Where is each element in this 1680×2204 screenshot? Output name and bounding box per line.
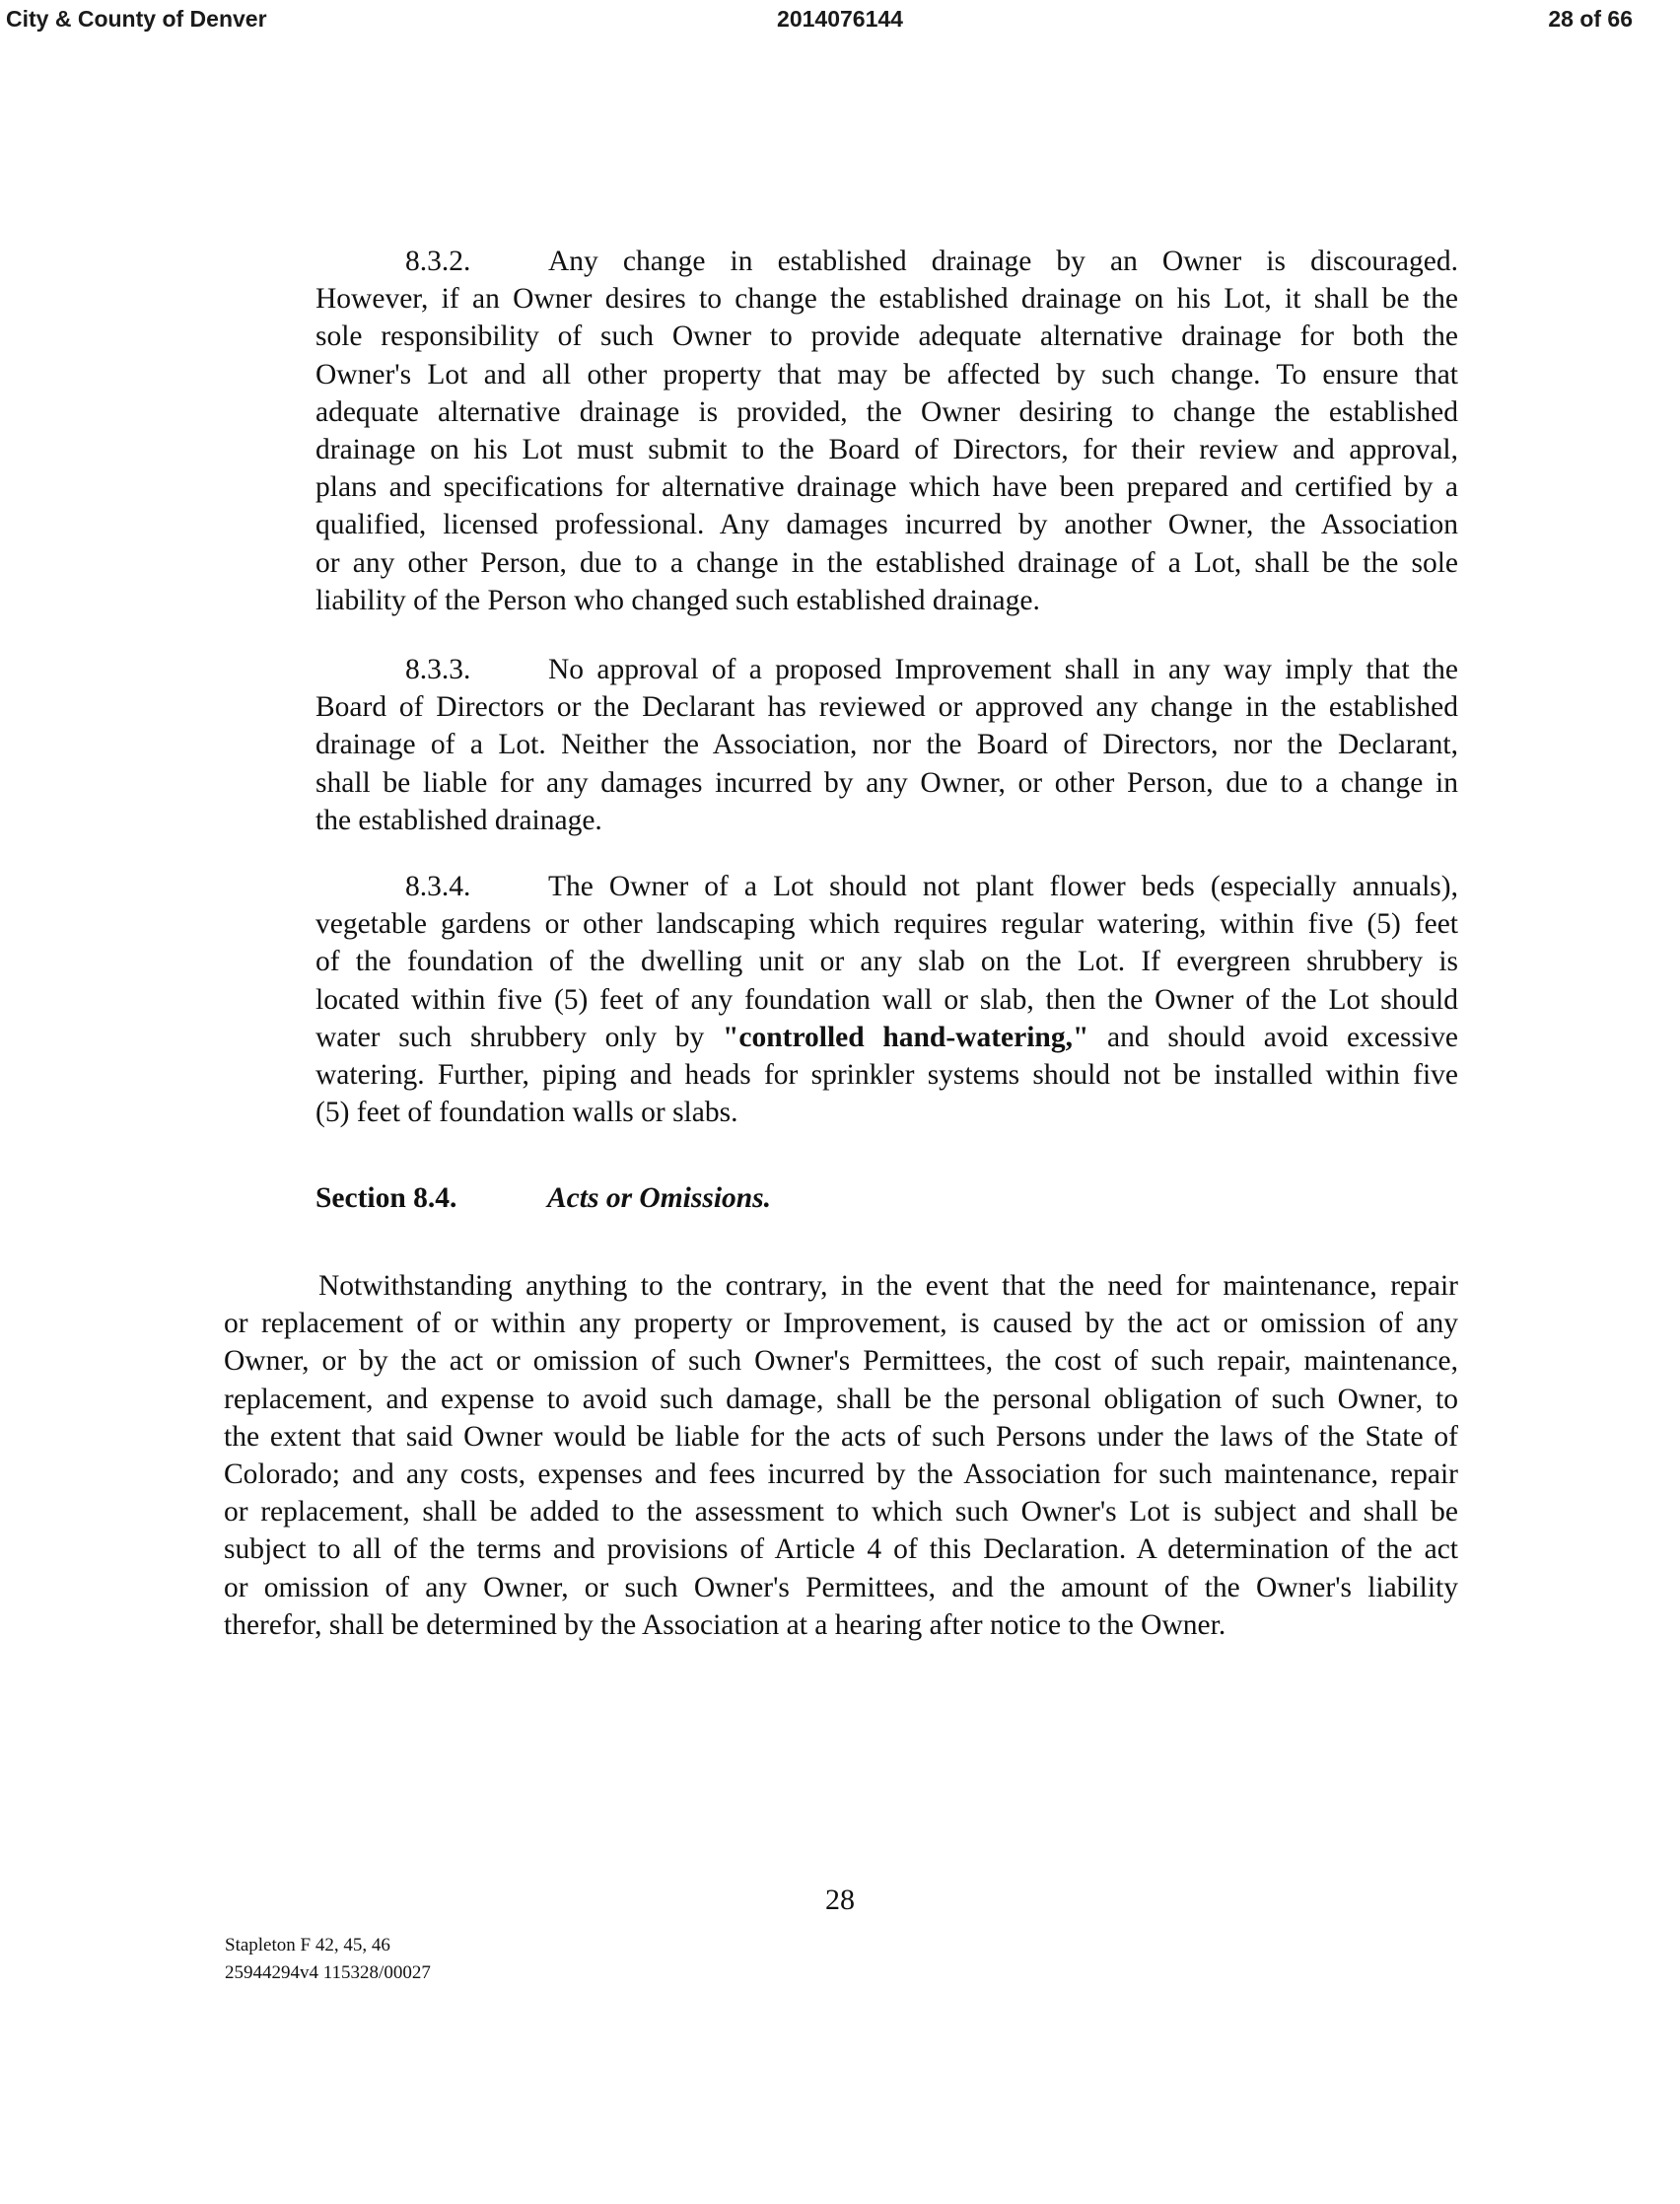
paragraph-line: water such shrubbery only by "controlled hand-watering," and should avoid excessive [315,1021,1458,1053]
paragraph-8-3-2 [315,243,1458,619]
footer-project: Stapleton F 42, 45, 46 [225,1935,390,1955]
paragraph-line: watering. Further, piping and heads for sprinkler systems should not be installed within five [315,1059,1458,1092]
paragraph-line: Colorado; and any costs, expenses and fees incurred by the Association for such maintenance, repair [224,1458,1458,1491]
paragraph-number: 8.3.3. [405,654,471,685]
paragraph-line: replacement, and expense to avoid such damage, shall be the personal obligation of such Owner, to [224,1383,1458,1415]
paragraph-line: shall be liable for any damages incurred by any Owner, or other Person, due to a change in [315,766,1458,799]
paragraph-line: Board of Directors or the Declarant has reviewed or approved any change in the established [315,691,1458,724]
paragraph-line: the extent that said Owner would be liable for the acts of such Persons under the laws of the State of [224,1420,1458,1453]
paragraph-8-3-3 [315,651,1458,839]
paragraph-number: 8.3.2. [405,246,471,277]
paragraph-line: the established drainage. [315,804,602,836]
paragraph-line: vegetable gardens or other landscaping which requires regular watering, within five (5) feet [315,908,1458,941]
paragraph-line: (5) feet of foundation walls or slabs. [315,1097,738,1129]
section-heading [315,1179,771,1217]
paragraph-8-4 [224,1267,1458,1644]
paragraph-line: qualified, licensed professional. Any damages incurred by another Owner, the Association [315,509,1458,541]
paragraph-line: located within five (5) feet of any foundation wall or slab, then the Owner of the Lot should [315,983,1458,1016]
paragraph-line: therefor, shall be determined by the Association at a hearing after notice to the Owner. [224,1608,1226,1641]
bold-phrase: "controlled hand-watering," [723,1021,1089,1053]
paragraph-number: 8.3.4. [405,871,471,902]
paragraph-line: liability of the Person who changed such established drainage. [315,584,1040,616]
footer-document-id: 25944294v4 115328/00027 [225,1962,431,1983]
header-reception-number: 2014076144 [777,6,903,32]
paragraph-line: Owner's Lot and all other property that may be affected by such change. To ensure that [315,358,1458,391]
paragraph-line: drainage on his Lot must submit to the Board of Directors, for their review and approval, [315,434,1458,466]
paragraph-line: 8.3.3. No approval of a proposed Improvement shall in any way imply that the [315,651,1458,688]
paragraph-line: or replacement, shall be added to the assessment to which such Owner's Lot is subject and shall be [224,1496,1458,1529]
header-page-count: 28 of 66 [1548,6,1633,32]
paragraph-line: sole responsibility of such Owner to provide adequate alternative drainage for both the [315,320,1458,353]
paragraph-line: plans and specifications for alternative drainage which have been prepared and certified by a [315,471,1458,504]
paragraph-line: or replacement of or within any property or Improvement, is caused by the act or omission of any [224,1308,1458,1340]
paragraph-line: Owner, or by the act or omission of such Owner's Permittees, the cost of such repair, maintenance, [224,1345,1458,1378]
paragraph-line: Notwithstanding anything to the contrary, in the event that the need for maintenance, repair [318,1270,1458,1302]
paragraph-line: or omission of any Owner, or such Owner's Permittees, and the amount of the Owner's liability [224,1571,1458,1603]
paragraph-line: or any other Person, due to a change in the established drainage of a Lot, shall be the sole [315,546,1458,579]
paragraph-line: However, if an Owner desires to change the established drainage on his Lot, it shall be the [315,283,1458,316]
paragraph-line: drainage of a Lot. Neither the Association, nor the Board of Directors, nor the Declarant, [315,729,1458,761]
paragraph-line: 8.3.4. The Owner of a Lot should not plant flower beds (especially annuals), [315,868,1458,905]
paragraph-line: adequate alternative drainage is provided, the Owner desiring to change the established [315,395,1458,428]
paragraph-8-3-4 [315,868,1458,1131]
paragraph-line: 8.3.2. Any change in established drainage by an Owner is discouraged. [315,243,1458,280]
section-title: Acts or Omissions. [547,1182,772,1214]
section-number: Section 8.4. [315,1182,457,1214]
paragraph-line: subject to all of the terms and provisions of Article 4 of this Declaration. A determination of the act [224,1533,1458,1566]
page-number: 28 [825,1884,855,1916]
header-county: City & County of Denver [6,6,267,32]
paragraph-line: of the foundation of the dwelling unit or any slab on the Lot. If evergreen shrubbery is [315,946,1458,978]
